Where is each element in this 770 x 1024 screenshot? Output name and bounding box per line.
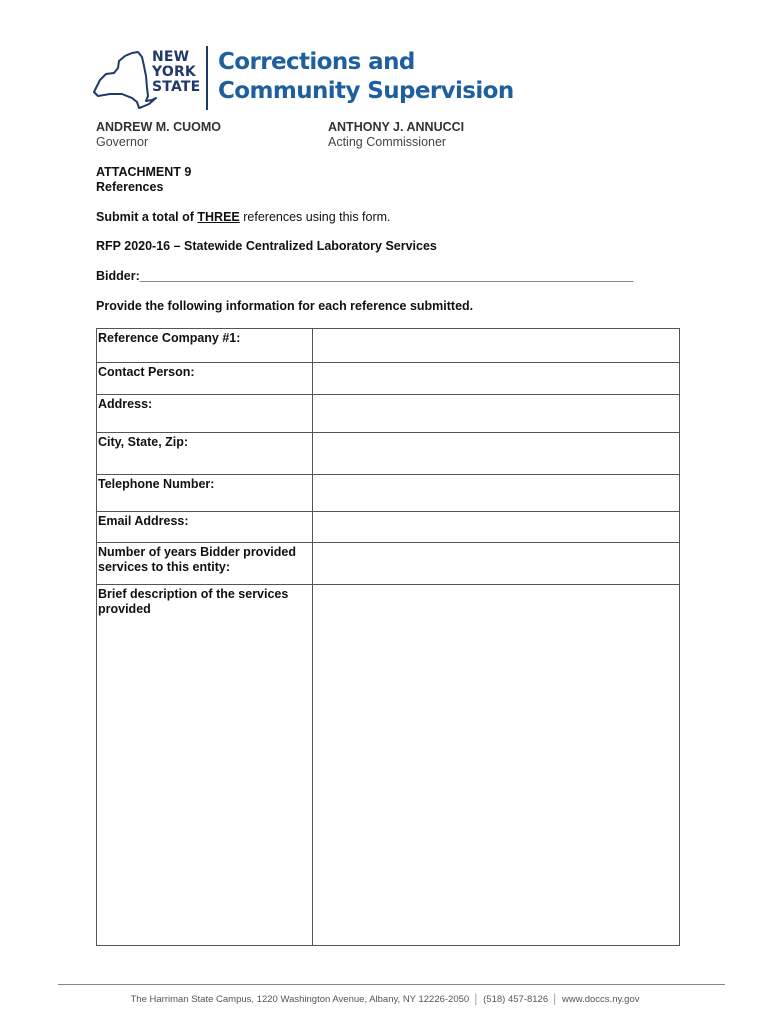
telephone-label: Telephone Number: <box>97 475 313 512</box>
governor-name: ANDREW M. CUOMO <box>96 120 221 134</box>
services-description-label: Brief description of the services provided <box>97 585 313 946</box>
governor-title: Governor <box>96 135 149 149</box>
commissioner-block <box>328 120 464 150</box>
table-row <box>97 512 680 543</box>
city-state-zip-label: City, State, Zip: <box>97 433 313 475</box>
footer <box>0 994 770 1005</box>
table-row <box>97 585 680 946</box>
submit-suffix: references using this form. <box>239 210 391 224</box>
attachment-heading <box>96 165 191 195</box>
commissioner-title: Acting Commissioner <box>328 135 447 149</box>
reference-form-table <box>96 328 680 946</box>
table-row <box>97 395 680 433</box>
contact-person-label: Contact Person: <box>97 363 313 395</box>
address-label: Address: <box>97 395 313 433</box>
telephone-field[interactable] <box>313 475 680 512</box>
years-service-label: Number of years Bidder provided services to this entity: <box>97 543 313 585</box>
table-row <box>97 543 680 585</box>
footer-divider <box>58 984 725 985</box>
years-service-field[interactable] <box>313 543 680 585</box>
new-york-state-wordmark: NEW YORK STATE <box>152 49 201 95</box>
logo-divider <box>206 46 208 110</box>
footer-separator: │ <box>473 994 480 1005</box>
attachment-label: ATTACHMENT 9 <box>96 165 192 179</box>
submit-prefix: Submit a total of <box>96 210 198 224</box>
footer-separator: │ <box>552 994 559 1005</box>
reference-company-field[interactable] <box>313 329 680 363</box>
email-label: Email Address: <box>97 512 313 543</box>
attachment-subtitle: References <box>96 180 164 194</box>
footer-address: The Harriman State Campus, 1220 Washington Avenue, Albany, NY 12226-2050 <box>130 994 470 1005</box>
email-field[interactable] <box>313 512 680 543</box>
commissioner-name: ANTHONY J. ANNUCCI <box>328 120 465 134</box>
agency-logo <box>92 44 514 114</box>
rfp-title: RFP 2020-16 – Statewide Centralized Laboratory Services <box>96 239 437 253</box>
services-description-field[interactable] <box>313 585 680 946</box>
submit-instruction <box>96 210 391 225</box>
agency-wordmark: Corrections and Community Supervision <box>218 49 514 104</box>
footer-phone: (518) 457-8126 <box>483 994 549 1005</box>
footer-website[interactable]: www.doccs.ny.gov <box>562 994 640 1005</box>
governor-block <box>96 120 221 150</box>
reference-company-label: Reference Company #1: <box>97 329 313 363</box>
table-row <box>97 363 680 395</box>
bidder-field[interactable]: Bidder:_______________________________________________________________________ <box>96 269 634 283</box>
provide-instruction: Provide the following information for each reference submitted. <box>96 299 474 313</box>
city-state-zip-field[interactable] <box>313 433 680 475</box>
contact-person-field[interactable] <box>313 363 680 395</box>
address-field[interactable] <box>313 395 680 433</box>
submit-count: THREE <box>197 210 240 224</box>
table-row <box>97 433 680 475</box>
table-row <box>97 475 680 512</box>
table-row <box>97 329 680 363</box>
